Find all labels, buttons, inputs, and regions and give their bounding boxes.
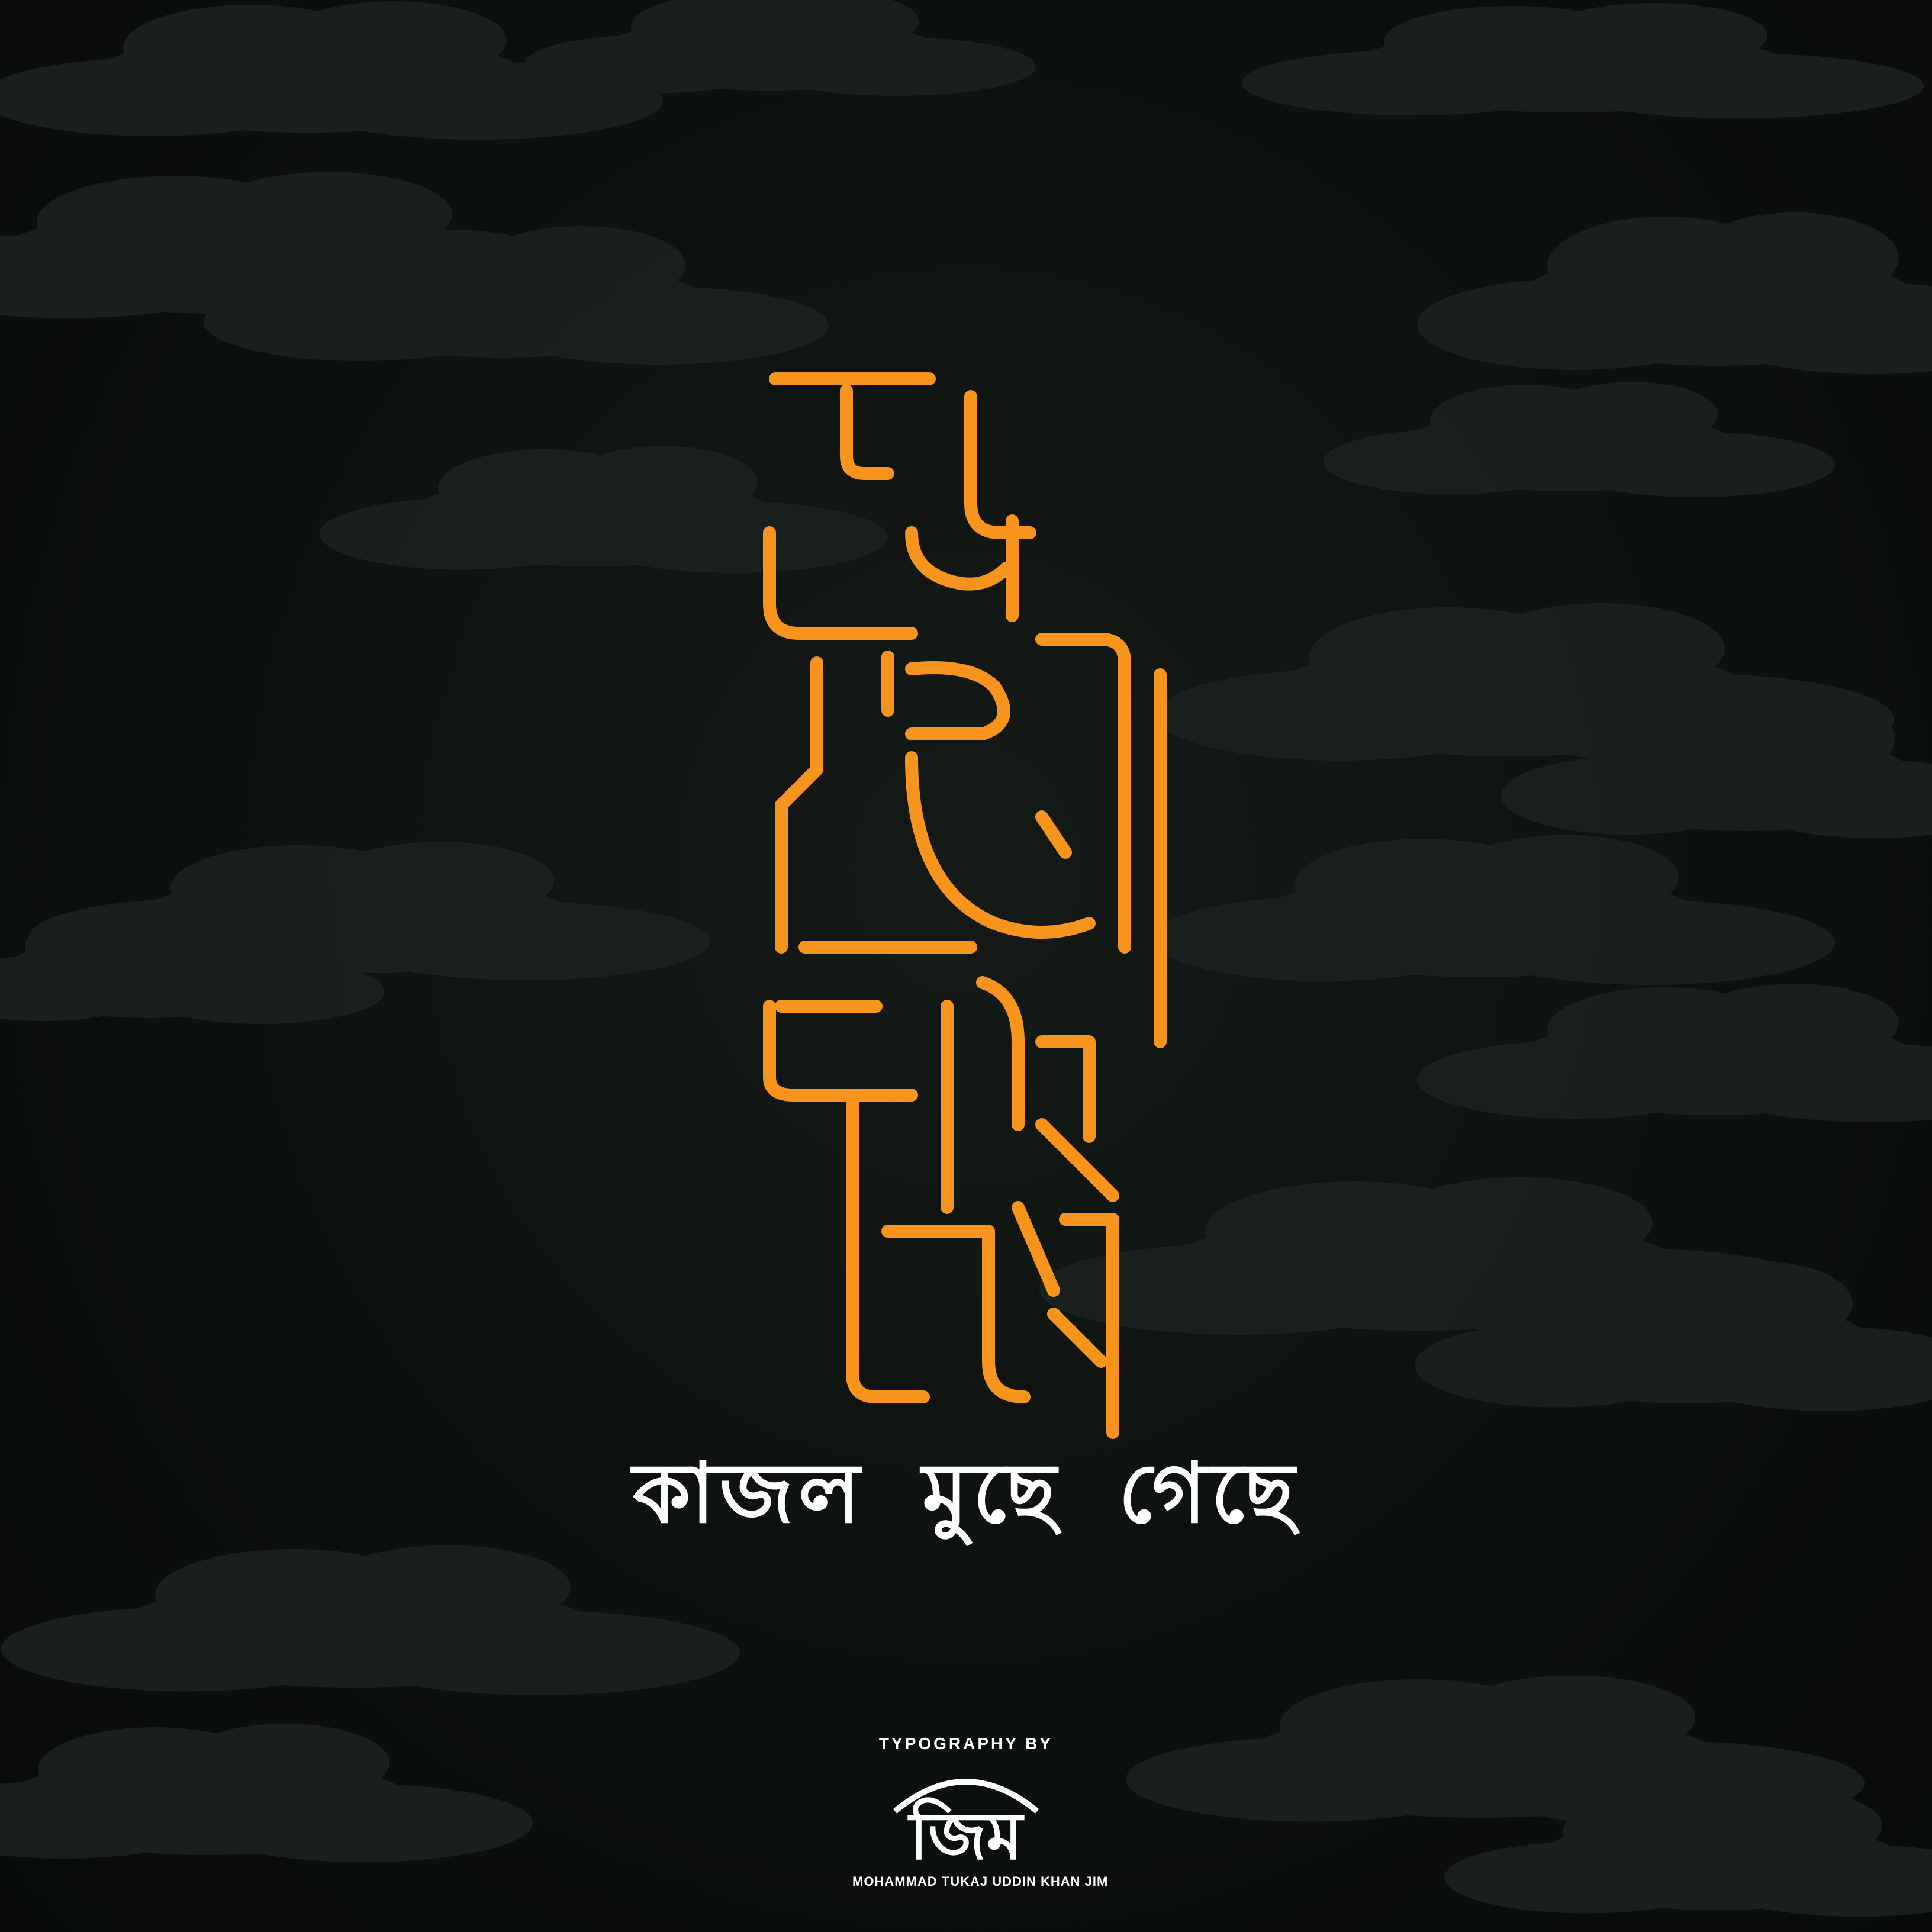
glyph-15 bbox=[769, 1006, 912, 1095]
glyph-3 bbox=[971, 397, 1030, 533]
glyph-12 bbox=[1042, 639, 1125, 947]
glyph-14 bbox=[1042, 817, 1065, 852]
glyph-4 bbox=[769, 533, 912, 633]
glyph-20 bbox=[1042, 1042, 1089, 1136]
glyph-19 bbox=[983, 983, 1018, 1125]
logo-mark bbox=[871, 1758, 1061, 1870]
logo-glyph: জিম bbox=[909, 1798, 1023, 1870]
glyph-10 bbox=[912, 668, 1004, 734]
credit-name: MOHAMMAD TUKAJ UDDIN KHAN JIM bbox=[852, 1874, 1109, 1889]
glyph-26 bbox=[1054, 1314, 1101, 1361]
subtitle: কাজল মুছে গেছে bbox=[632, 1445, 1300, 1542]
glyph-21 bbox=[1042, 1125, 1113, 1196]
credit-label: TYPOGRAPHY BY bbox=[878, 1734, 1054, 1753]
glyph-23 bbox=[888, 1231, 1024, 1397]
glyph-5 bbox=[912, 533, 1006, 584]
credit-logo bbox=[852, 1734, 1109, 1912]
glyph-24 bbox=[1018, 1208, 1054, 1290]
glyph-7 bbox=[781, 663, 817, 947]
title-lettering bbox=[734, 355, 1255, 1456]
glyph-2 bbox=[846, 391, 888, 474]
